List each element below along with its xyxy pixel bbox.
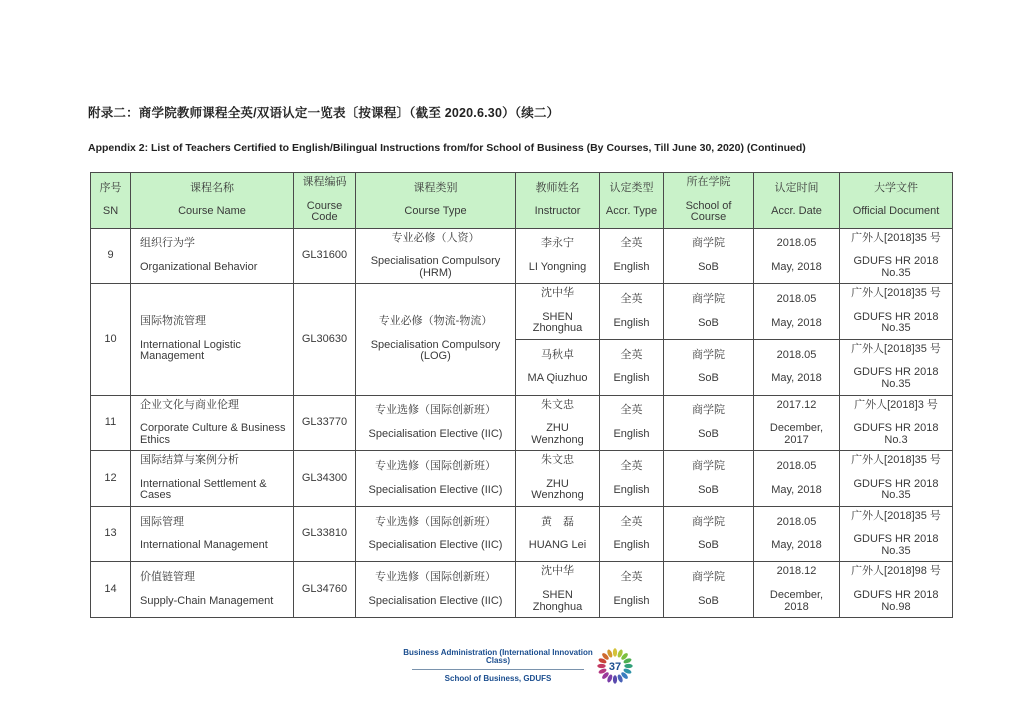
cell-sn: 12: [91, 451, 131, 507]
document-title-en: Appendix 2: List of Teachers Certified to English/Bilingual Instructions from/for School of Business (By Courses, Till June 30, 2020) (Continued): [88, 142, 806, 154]
cell-accr-date: 2018.05 May, 2018: [754, 506, 840, 562]
cell-school: 商学院 SoB: [664, 228, 754, 284]
cell-official-document: 广外人[2018]3 号 GDUFS HR 2018 No.3: [840, 395, 953, 451]
courses-table-container: [90, 172, 952, 618]
cell-accr-type: 全英 English: [600, 228, 664, 284]
table-row: [91, 562, 953, 618]
cell-course-type: 专业选修（国际创新班） Specialisation Elective (IIC): [356, 395, 516, 451]
cell-course-type: 专业必修（物流-物流） Specialisation Compulsory (LOG): [356, 284, 516, 395]
cell-school: 商学院 SoB: [664, 506, 754, 562]
cell-course-name: 国际结算与案例分析 International Settlement & Cases: [131, 451, 294, 507]
col-header-accr-type: 认定类型 Accr. Type: [600, 173, 664, 229]
cell-sn: 10: [91, 284, 131, 395]
cell-official-document: 广外人[2018]35 号 GDUFS HR 2018 No.35: [840, 339, 953, 395]
table-row: [91, 395, 953, 451]
cell-accr-date: 2018.05 May, 2018: [754, 228, 840, 284]
cell-school: 商学院 SoB: [664, 562, 754, 618]
cell-sn: 9: [91, 228, 131, 284]
logo-petal: [613, 675, 617, 683]
cell-accr-type: 全英 English: [600, 284, 664, 340]
cell-course-code: GL34300: [294, 451, 356, 507]
cell-instructor: 李永宁 LI Yongning: [516, 228, 600, 284]
cell-accr-type: 全英 English: [600, 506, 664, 562]
cell-instructor: 黄 磊 HUANG Lei: [516, 506, 600, 562]
cell-accr-date: 2018.05 May, 2018: [754, 451, 840, 507]
cell-course-type: 专业选修（国际创新班） Specialisation Elective (IIC): [356, 451, 516, 507]
table-row: [91, 228, 953, 284]
logo-petal: [624, 664, 632, 668]
cell-course-code: GL34760: [294, 562, 356, 618]
cell-instructor: 沈中华 SHEN Zhonghua: [516, 562, 600, 618]
col-header-school-of-course: 所在学院 School of Course: [664, 173, 754, 229]
logo-petal: [597, 664, 605, 668]
cell-school: 商学院 SoB: [664, 395, 754, 451]
cell-instructor: 沈中华 SHEN Zhonghua: [516, 284, 600, 340]
colorful-pinwheel-logo: [596, 647, 634, 685]
cell-course-name: 组织行为学 Organizational Behavior: [131, 228, 294, 284]
footer-program-name: Business Administration (International Innovation Class): [403, 648, 593, 665]
cell-accr-type: 全英 English: [600, 451, 664, 507]
col-header-official-document: 大学文件 Official Document: [840, 173, 953, 229]
col-header-course-name: 课程名称 Course Name: [131, 173, 294, 229]
table-row: [91, 506, 953, 562]
cell-course-code: GL33770: [294, 395, 356, 451]
cell-accr-type: 全英 English: [600, 562, 664, 618]
cell-school: 商学院 SoB: [664, 284, 754, 340]
cell-course-name: 价值链管理 Supply-Chain Management: [131, 562, 294, 618]
cell-accr-date: 2018.05 May, 2018: [754, 284, 840, 340]
cell-course-name: 国际管理 International Management: [131, 506, 294, 562]
cell-official-document: 广外人[2018]98 号 GDUFS HR 2018 No.98: [840, 562, 953, 618]
col-header-instructor: 教师姓名 Instructor: [516, 173, 600, 229]
cell-accr-type: 全英 English: [600, 395, 664, 451]
cell-course-type: 专业选修（国际创新班） Specialisation Elective (IIC): [356, 506, 516, 562]
cell-accr-type: 全英 English: [600, 339, 664, 395]
cell-instructor: 马秋卓 MA Qiuzhuo: [516, 339, 600, 395]
col-header-sn: 序号 SN: [91, 173, 131, 229]
cell-sn: 13: [91, 506, 131, 562]
cell-school: 商学院 SoB: [664, 451, 754, 507]
footer-divider: [412, 669, 584, 670]
cell-official-document: 广外人[2018]35 号 GDUFS HR 2018 No.35: [840, 506, 953, 562]
cell-accr-date: 2018.12 December, 2018: [754, 562, 840, 618]
cell-course-code: GL31600: [294, 228, 356, 284]
courses-table: [90, 172, 953, 618]
cell-course-type: 专业选修（国际创新班） Specialisation Elective (IIC): [356, 562, 516, 618]
table-row: [91, 451, 953, 507]
cell-accr-date: 2018.05 May, 2018: [754, 339, 840, 395]
cell-official-document: 广外人[2018]35 号 GDUFS HR 2018 No.35: [840, 284, 953, 340]
cell-course-name: 企业文化与商业伦理 Corporate Culture & Business Ethics: [131, 395, 294, 451]
table-row: [91, 284, 953, 340]
cell-instructor: 朱文忠 ZHU Wenzhong: [516, 451, 600, 507]
page-number: 37: [608, 661, 622, 673]
cell-instructor: 朱文忠 ZHU Wenzhong: [516, 395, 600, 451]
cell-course-code: GL30630: [294, 284, 356, 395]
cell-sn: 11: [91, 395, 131, 451]
cell-accr-date: 2017.12 December, 2017: [754, 395, 840, 451]
cell-course-code: GL33810: [294, 506, 356, 562]
col-header-accr-date: 认定时间 Accr. Date: [754, 173, 840, 229]
cell-course-name: 国际物流管理 International Logistic Management: [131, 284, 294, 395]
col-header-course-type: 课程类别 Course Type: [356, 173, 516, 229]
cell-course-type: 专业必修（人资） Specialisation Compulsory (HRM): [356, 228, 516, 284]
logo-petal: [613, 648, 617, 656]
page-footer: [403, 649, 593, 683]
document-title-zh: 附录二：商学院教师课程全英/双语认定一览表〔按课程〕（截至 2020.6.30）（续二）: [88, 106, 560, 120]
cell-school: 商学院 SoB: [664, 339, 754, 395]
cell-sn: 14: [91, 562, 131, 618]
cell-official-document: 广外人[2018]35 号 GDUFS HR 2018 No.35: [840, 228, 953, 284]
col-header-course-code: 课程编码 Course Code: [294, 173, 356, 229]
cell-official-document: 广外人[2018]35 号 GDUFS HR 2018 No.35: [840, 451, 953, 507]
footer-school-name: School of Business, GDUFS: [444, 674, 552, 683]
